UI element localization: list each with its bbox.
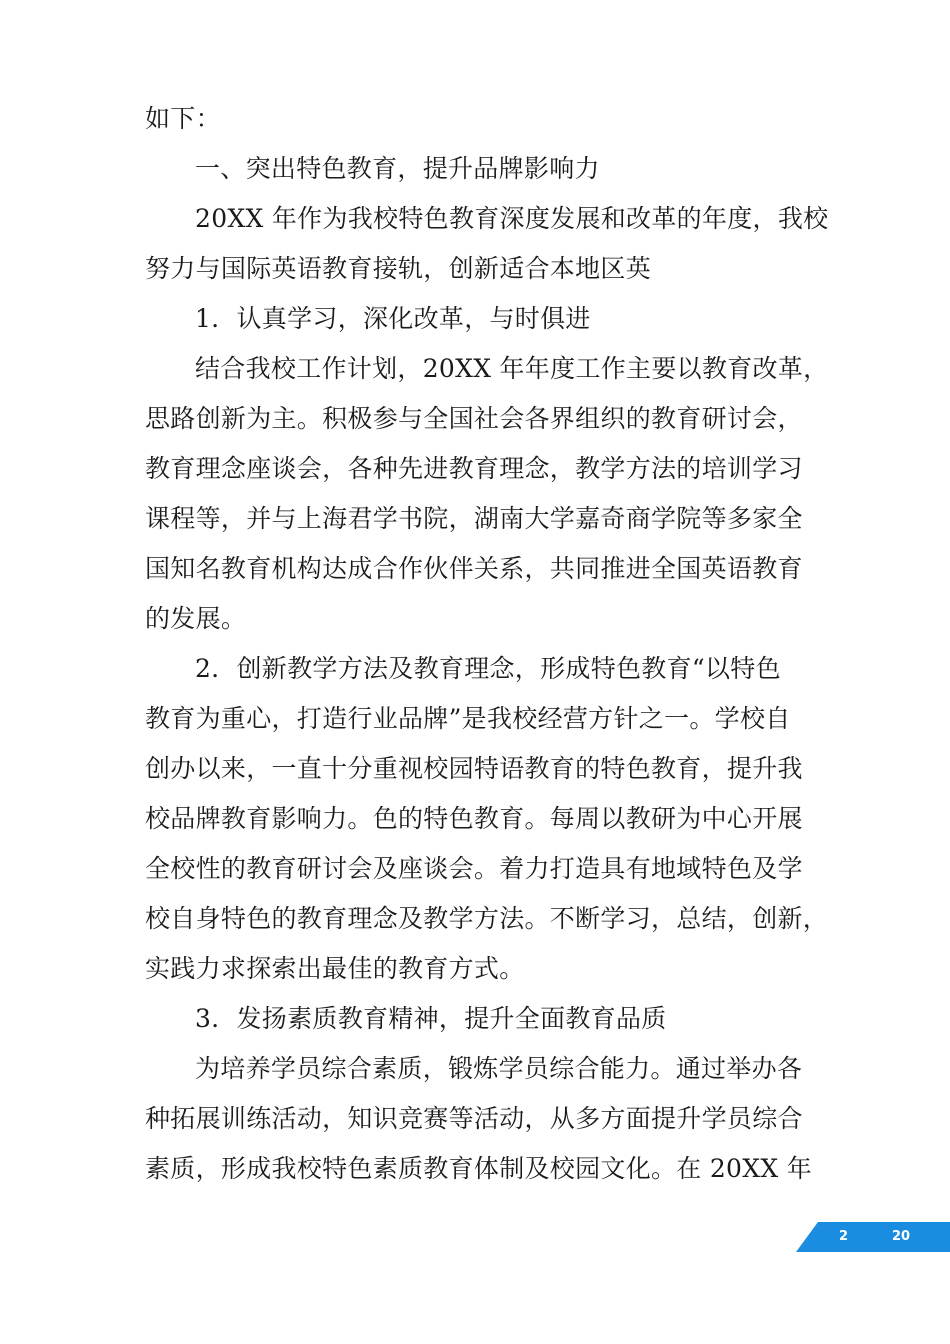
text-line: 思路创新为主。积极参与全国社会各界组织的教育研讨会， <box>145 404 803 433</box>
text-line: 教育理念座谈会，各种先进教育理念，教学方法的培训学习 <box>145 454 803 483</box>
text-line: 种拓展训练活动，知识竞赛等活动，从多方面提升学员综合 <box>145 1104 803 1133</box>
text-line: 结合我校工作计划，20XX 年年度工作主要以教育改革， <box>195 354 829 383</box>
text-line: 课程等，并与上海君学书院，湖南大学嘉奇商学院等多家全 <box>145 504 803 533</box>
text-line: 全校性的教育研讨会及座谈会。着力打造具有地域特色及学 <box>145 854 803 883</box>
document-body <box>145 94 829 1194</box>
text-line: 努力与国际英语教育接轨，创新适合本地区英 <box>145 254 652 283</box>
text-line: 国知名教育机构达成合作伙伴关系，共同推进全国英语教育 <box>145 554 803 583</box>
subsection-heading: 3．发扬素质教育精神，提升全面教育品质 <box>195 1004 667 1033</box>
text-line: 创办以来，一直十分重视校园特语教育的特色教育，提升我 <box>145 754 803 783</box>
subsection-heading: 2．创新教学方法及教育理念，形成特色教育“以特色 <box>195 654 781 683</box>
text-line: 为培养学员综合素质，锻炼学员综合能力。通过举办各 <box>195 1054 803 1083</box>
text-line: 校自身特色的教育理念及教学方法。不断学习，总结，创新， <box>145 904 829 933</box>
page-footer-bar <box>796 1222 950 1252</box>
text-line: 如下： <box>145 104 221 133</box>
text-line: 实践力求探索出最佳的教育方式。 <box>145 954 525 983</box>
total-page-count: 20 <box>892 1229 911 1244</box>
text-line: 教育为重心，打造行业品牌”是我校经营方针之一。学校自 <box>145 704 791 733</box>
text-line: 素质，形成我校特色素质教育体制及校园文化。在 20XX 年 <box>145 1154 813 1183</box>
current-page-number: 2 <box>839 1229 849 1244</box>
section-heading: 一、突出特色教育，提升品牌影响力 <box>195 154 600 183</box>
text-line: 校品牌教育影响力。色的特色教育。每周以教研为中心开展 <box>145 804 803 833</box>
subsection-heading: 1．认真学习，深化改革，与时俱进 <box>195 304 591 333</box>
text-line: 20XX 年作为我校特色教育深度发展和改革的年度，我校 <box>195 204 829 233</box>
text-line: 的发展。 <box>145 604 247 633</box>
